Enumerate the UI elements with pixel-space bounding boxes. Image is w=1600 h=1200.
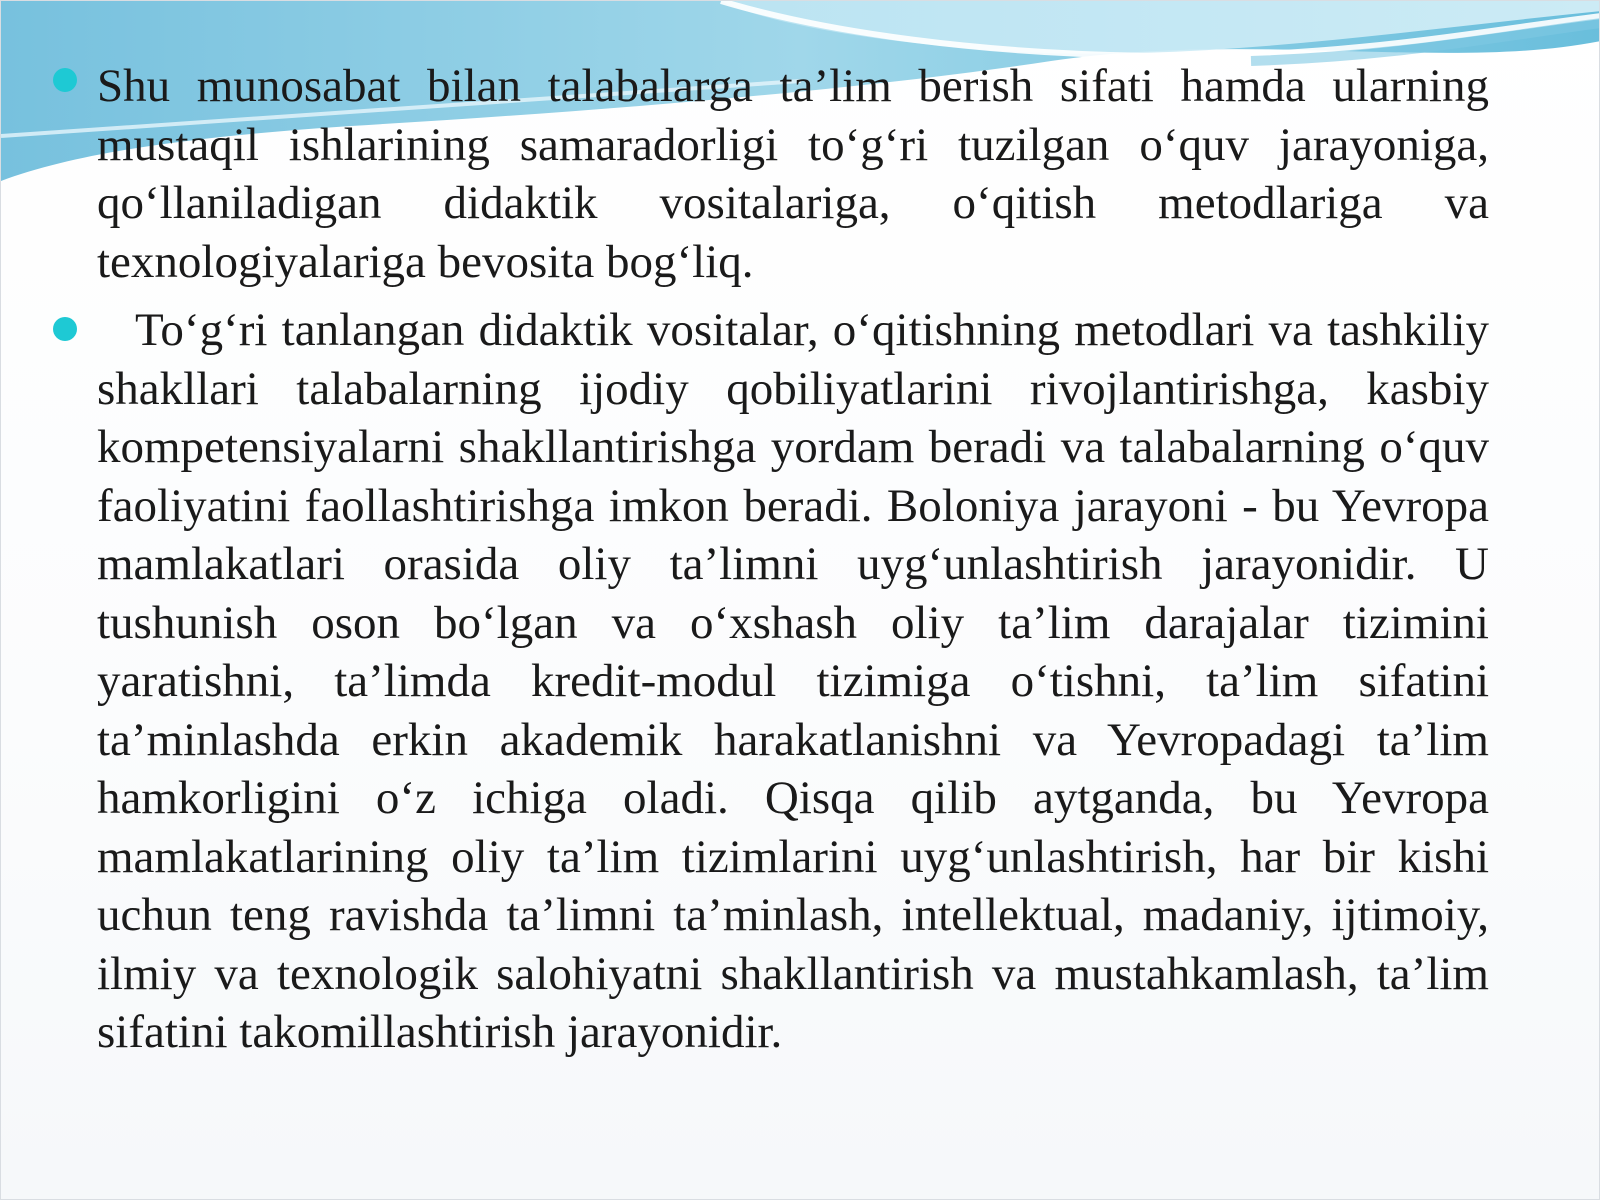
- bullet-dot-icon: [53, 317, 77, 341]
- bullet-text: Shu munosabat bilan talabalarga ta’lim berish sifati hamda ularning mustaqil ishlarining samaradorligi to‘g‘ri tuzilgan o‘quv jarayoniga, qo‘llaniladigan didaktik vositalariga, o‘qitish metodlariga va texnologiyalariga bevosita bog‘liq.: [97, 60, 1489, 288]
- slide-body: [49, 57, 1489, 1072]
- bullet-item: [49, 301, 1489, 1062]
- bullet-dot-icon: [53, 68, 77, 92]
- bullet-text: To‘g‘ri tanlangan didaktik vositalar, o‘qitishning metodlari va tashkiliy shakllari talabalarning ijodiy qobiliyatlarini rivojlantirishga, kasbiy kompetensiyalarni shakllantirishga yordam beradi va talabalarning o‘quv faoliyatini faollashtirishga imkon beradi. Boloniya jarayoni - bu Yevropa mamlakatlari orasida oliy ta’limni uyg‘unlashtirish jarayonidir. U tushunish oson bo‘lgan va o‘xshash oliy ta’lim darajalar tizimini yaratishni, ta’limda kredit-modul tizimiga o‘tishni, ta’lim sifatini ta’minlashda erkin akademik harakatlanishni va Yevropadagi ta’lim hamkorligini o‘z ichiga oladi. Qisqa qilib aytganda, bu Yevropa mamlakatlarining oliy ta’lim tizimlarini uyg‘unlashtirish, har bir kishi uchun teng ravishda ta’limni ta’minlash, intellektual, madaniy, ijtimoiy, ilmiy va texnologik salohiyatni shakllantirish va mustahkamlash, ta’lim sifatini takomillashtirish jarayonidir.: [97, 304, 1489, 1058]
- bullet-item: [49, 57, 1489, 291]
